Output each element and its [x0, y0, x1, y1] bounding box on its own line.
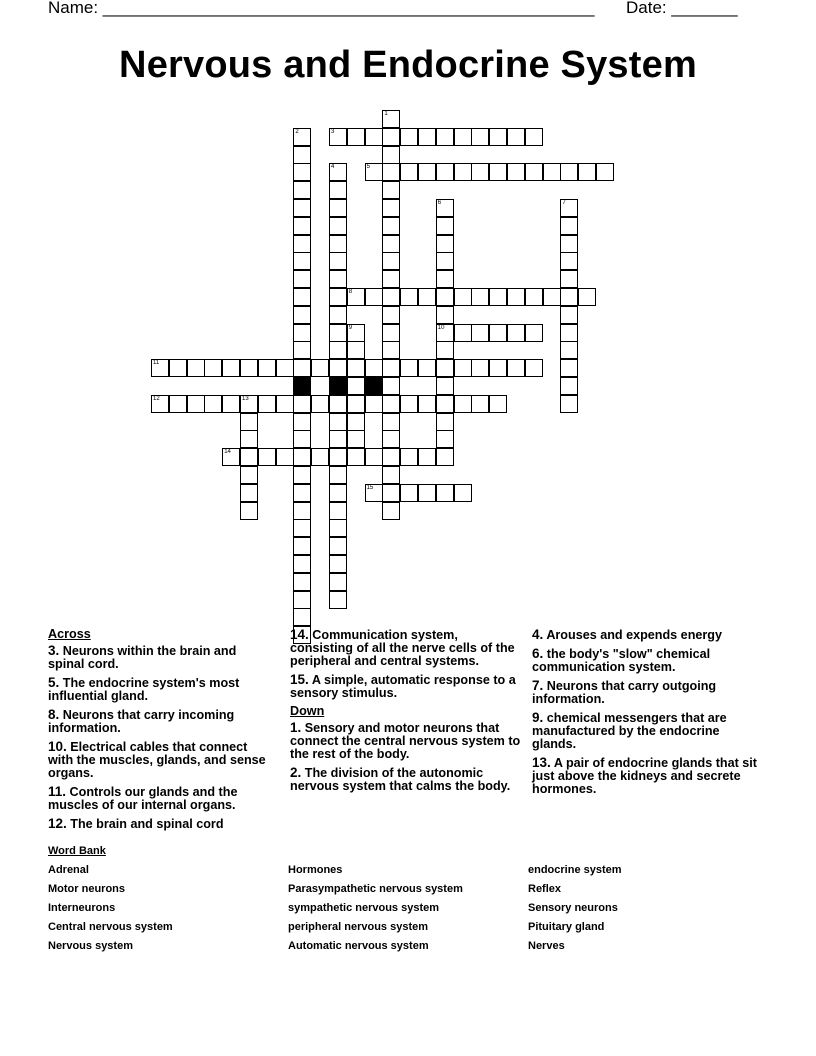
- crossword-cell[interactable]: [436, 448, 454, 466]
- crossword-cell[interactable]: [560, 377, 578, 395]
- word-bank-item: Interneurons: [48, 902, 116, 914]
- crossword-cell[interactable]: [293, 502, 311, 520]
- date-field[interactable]: Date: _______: [626, 0, 738, 17]
- clue-item: 9. chemical messengers that are manufactured by the endocrine glands.: [532, 710, 727, 751]
- crossword-cell[interactable]: [596, 163, 614, 181]
- crossword-cell[interactable]: [240, 430, 258, 448]
- clue-number: 11: [153, 360, 160, 367]
- crossword-cell[interactable]: [293, 341, 311, 359]
- clue-item: 4. Arouses and expends energy: [532, 627, 722, 642]
- crossword-cell[interactable]: [365, 163, 383, 181]
- crossword-cell[interactable]: [400, 448, 418, 466]
- crossword-cell[interactable]: [382, 128, 400, 146]
- crossword-cell[interactable]: [347, 128, 365, 146]
- clue-item: 7. Neurons that carry outgoing information.: [532, 678, 717, 706]
- crossword-cell[interactable]: [293, 306, 311, 324]
- crossword-cell[interactable]: [293, 484, 311, 502]
- crossword-cell[interactable]: [311, 395, 329, 413]
- crossword-cell[interactable]: [418, 395, 436, 413]
- crossword-cell[interactable]: [418, 359, 436, 377]
- crossword-cell[interactable]: [436, 430, 454, 448]
- crossword-cell[interactable]: [240, 395, 258, 413]
- clue-number: 14: [224, 449, 231, 456]
- clue-number: 7: [562, 200, 566, 206]
- crossword-cell[interactable]: [329, 591, 347, 609]
- blocked-cell: [293, 377, 311, 395]
- clue-item: 11. Controls our glands and the muscles of our internal organs.: [48, 784, 238, 812]
- clue-item: 12. The brain and spinal cord: [48, 816, 224, 831]
- crossword-cell[interactable]: [382, 359, 400, 377]
- crossword-cell[interactable]: [329, 484, 347, 502]
- clue-number: 3: [331, 128, 335, 135]
- crossword-cell[interactable]: [293, 537, 311, 555]
- crossword-cell[interactable]: [382, 181, 400, 199]
- crossword-cell[interactable]: [293, 591, 311, 609]
- crossword-cell[interactable]: [525, 163, 543, 181]
- crossword-cell[interactable]: [436, 128, 454, 146]
- crossword-cell[interactable]: [436, 306, 454, 324]
- crossword-cell[interactable]: [347, 341, 365, 359]
- crossword-cell[interactable]: [436, 395, 454, 413]
- crossword-cell[interactable]: [560, 288, 578, 306]
- crossword-cell[interactable]: [436, 288, 454, 306]
- crossword-cell[interactable]: [454, 288, 472, 306]
- clue-number: 2: [295, 128, 299, 135]
- crossword-cell[interactable]: [382, 163, 400, 181]
- crossword-cell[interactable]: [329, 359, 347, 377]
- clue-item: 8. Neurons that carry incoming information.: [48, 707, 235, 735]
- crossword-cell[interactable]: [543, 163, 561, 181]
- crossword-cell[interactable]: [329, 430, 347, 448]
- crossword-cell[interactable]: [436, 359, 454, 377]
- clue-item: 6. the body's "slow" chemical communication system.: [532, 646, 711, 674]
- crossword-cell[interactable]: [382, 430, 400, 448]
- crossword-cell[interactable]: [489, 288, 507, 306]
- clue-item: 3. Neurons within the brain and spinal cord.: [48, 643, 237, 671]
- crossword-cell[interactable]: [382, 306, 400, 324]
- crossword-cell[interactable]: [382, 217, 400, 235]
- clue-number: 13: [242, 395, 249, 402]
- clue-number: 4: [331, 164, 335, 171]
- word-bank-item: Reflex: [528, 883, 562, 895]
- crossword-cell[interactable]: [400, 288, 418, 306]
- crossword-cell[interactable]: [329, 270, 347, 288]
- crossword-cell[interactable]: [436, 217, 454, 235]
- crossword-cell[interactable]: [329, 448, 347, 466]
- crossword-cell[interactable]: [293, 466, 311, 484]
- crossword-cell[interactable]: [329, 235, 347, 253]
- crossword-cell[interactable]: [382, 146, 400, 164]
- crossword-cell[interactable]: [507, 288, 525, 306]
- crossword-cell[interactable]: [560, 217, 578, 235]
- crossword-cell[interactable]: [382, 110, 400, 128]
- clue-item: 5. The endocrine system's most influential gland.: [48, 675, 240, 703]
- crossword-cell[interactable]: [204, 395, 222, 413]
- crossword-cell[interactable]: [507, 324, 525, 342]
- crossword-cell[interactable]: [240, 502, 258, 520]
- name-field[interactable]: Name: ____________________________________________________: [48, 0, 595, 17]
- crossword-cell[interactable]: [489, 163, 507, 181]
- crossword-cell[interactable]: [293, 430, 311, 448]
- crossword-cell[interactable]: [329, 252, 347, 270]
- word-bank-item: peripheral nervous system: [288, 921, 429, 933]
- clue-number: 1: [384, 111, 388, 117]
- crossword-cell[interactable]: [293, 555, 311, 573]
- crossword-cell[interactable]: [418, 128, 436, 146]
- crossword-cell[interactable]: [400, 484, 418, 502]
- clue-number: 8: [348, 289, 353, 295]
- crossword-cell[interactable]: [293, 448, 311, 466]
- crossword-cell[interactable]: [222, 395, 240, 413]
- clue-number: 15: [366, 484, 374, 491]
- crossword-cell[interactable]: [329, 341, 347, 359]
- crossword-cell[interactable]: [329, 288, 347, 306]
- crossword-cell[interactable]: [382, 484, 400, 502]
- crossword-cell[interactable]: [347, 377, 365, 395]
- crossword-cell[interactable]: [560, 270, 578, 288]
- crossword-cell[interactable]: [454, 324, 472, 342]
- crossword-cell[interactable]: [560, 199, 578, 217]
- crossword-cell[interactable]: [365, 395, 383, 413]
- crossword-cell[interactable]: [560, 252, 578, 270]
- crossword-cell[interactable]: [293, 413, 311, 431]
- crossword-cell[interactable]: [240, 413, 258, 431]
- crossword-cell[interactable]: [436, 484, 454, 502]
- crossword-cell[interactable]: [382, 502, 400, 520]
- crossword-cell[interactable]: [400, 359, 418, 377]
- crossword-cell[interactable]: [293, 270, 311, 288]
- crossword-cell[interactable]: [329, 413, 347, 431]
- crossword-cell[interactable]: [329, 306, 347, 324]
- crossword-cell[interactable]: [560, 324, 578, 342]
- crossword-cell[interactable]: [293, 146, 311, 164]
- crossword-cell[interactable]: [365, 484, 383, 502]
- crossword-cell[interactable]: [454, 359, 472, 377]
- crossword-cell[interactable]: [560, 163, 578, 181]
- crossword-cell[interactable]: [400, 128, 418, 146]
- word-bank-title: Word Bank: [48, 845, 106, 857]
- crossword-cell[interactable]: [400, 163, 418, 181]
- page-title: Nervous and Endocrine System: [119, 44, 697, 86]
- crossword-cell[interactable]: [293, 288, 311, 306]
- crossword-cell[interactable]: [436, 163, 454, 181]
- crossword-cell[interactable]: [418, 448, 436, 466]
- word-bank-item: endocrine system: [528, 864, 622, 876]
- crossword-cell[interactable]: [471, 163, 489, 181]
- crossword-cell[interactable]: [329, 395, 347, 413]
- blocked-cell: [329, 377, 347, 395]
- clue-item: 14. Communication system, consisting of all the nerve cells of the peripheral and central systems.: [290, 627, 515, 668]
- clue-number: 6: [437, 200, 442, 206]
- crossword-cell[interactable]: [329, 181, 347, 199]
- crossword-cell[interactable]: [418, 288, 436, 306]
- crossword-cell[interactable]: [436, 199, 454, 217]
- crossword-cell[interactable]: [454, 484, 472, 502]
- crossword-cell[interactable]: [293, 324, 311, 342]
- crossword-cell[interactable]: [293, 199, 311, 217]
- crossword-cell[interactable]: [347, 324, 365, 342]
- crossword-cell[interactable]: [525, 359, 543, 377]
- crossword-cell[interactable]: [578, 163, 596, 181]
- crossword-cell[interactable]: [382, 324, 400, 342]
- crossword-cell[interactable]: [293, 235, 311, 253]
- crossword-cell[interactable]: [507, 128, 525, 146]
- crossword-cell[interactable]: [187, 359, 205, 377]
- word-bank-item: Central nervous system: [48, 921, 173, 933]
- crossword-cell[interactable]: [365, 128, 383, 146]
- crossword-cell[interactable]: [436, 324, 454, 342]
- crossword-cell[interactable]: [293, 252, 311, 270]
- crossword-cell[interactable]: [347, 448, 365, 466]
- crossword-cell[interactable]: [293, 359, 311, 377]
- clue-number: 12: [153, 395, 160, 402]
- crossword-cell[interactable]: [436, 341, 454, 359]
- crossword-cell[interactable]: [169, 395, 187, 413]
- clue-column-2: [290, 628, 522, 798]
- crossword-cell[interactable]: [329, 324, 347, 342]
- crossword-cell[interactable]: [329, 466, 347, 484]
- crossword-cell[interactable]: [258, 359, 276, 377]
- crossword-cell[interactable]: [293, 128, 311, 146]
- crossword-cell[interactable]: [436, 270, 454, 288]
- word-bank-item: Nervous system: [48, 940, 133, 952]
- clue-number: 9: [348, 324, 353, 331]
- crossword-cell[interactable]: [329, 217, 347, 235]
- down-heading: Down: [290, 704, 325, 718]
- crossword-cell[interactable]: [525, 288, 543, 306]
- crossword-cell[interactable]: [204, 359, 222, 377]
- crossword-cell[interactable]: [240, 448, 258, 466]
- clue-column-1: [48, 628, 276, 836]
- crossword-cell[interactable]: [543, 288, 561, 306]
- crossword-cell[interactable]: [489, 395, 507, 413]
- clue-item: 15. A simple, automatic response to a sensory stimulus.: [290, 672, 516, 700]
- crossword-cell[interactable]: [525, 324, 543, 342]
- crossword-cell[interactable]: [454, 163, 472, 181]
- crossword-cell[interactable]: [489, 359, 507, 377]
- crossword-cell[interactable]: [347, 395, 365, 413]
- crossword-cell[interactable]: [507, 163, 525, 181]
- blocked-cell: [365, 377, 383, 395]
- crossword-cell[interactable]: [418, 484, 436, 502]
- crossword-cell[interactable]: [578, 288, 596, 306]
- crossword-cell[interactable]: [240, 359, 258, 377]
- crossword-cell[interactable]: [382, 199, 400, 217]
- clue-number: 10: [437, 324, 445, 331]
- crossword-cell[interactable]: [329, 519, 347, 537]
- crossword-cell[interactable]: [560, 341, 578, 359]
- clue-item: 2. The division of the autonomic nervous system that calms the body.: [290, 765, 511, 793]
- crossword-cell[interactable]: [454, 128, 472, 146]
- crossword-cell[interactable]: [382, 413, 400, 431]
- crossword-cell[interactable]: [187, 395, 205, 413]
- crossword-cell[interactable]: [507, 359, 525, 377]
- word-bank-item: Motor neurons: [48, 883, 125, 895]
- clue-number: 5: [366, 164, 370, 171]
- crossword-cell[interactable]: [329, 537, 347, 555]
- crossword-cell[interactable]: [151, 395, 169, 413]
- crossword-cell[interactable]: [489, 324, 507, 342]
- crossword-cell[interactable]: [293, 608, 311, 626]
- crossword-cell[interactable]: [400, 395, 418, 413]
- crossword-cell[interactable]: [329, 163, 347, 181]
- crossword-cell[interactable]: [293, 181, 311, 199]
- crossword-cell[interactable]: [293, 395, 311, 413]
- crossword-cell[interactable]: [347, 413, 365, 431]
- crossword-cell[interactable]: [258, 395, 276, 413]
- crossword-cell[interactable]: [471, 359, 489, 377]
- crossword-cell[interactable]: [311, 359, 329, 377]
- crossword-cell[interactable]: [560, 359, 578, 377]
- crossword-cell[interactable]: [525, 128, 543, 146]
- crossword-cell[interactable]: [560, 235, 578, 253]
- crossword-cell[interactable]: [222, 448, 240, 466]
- word-bank-item: Sensory neurons: [528, 902, 618, 914]
- crossword-cell[interactable]: [382, 377, 400, 395]
- crossword-cell[interactable]: [418, 163, 436, 181]
- clue-item: 13. A pair of endocrine glands that sit just above the kidneys and secrete hormones.: [532, 755, 757, 796]
- crossword-cell[interactable]: [471, 288, 489, 306]
- crossword-cell[interactable]: [471, 324, 489, 342]
- crossword-cell[interactable]: [471, 128, 489, 146]
- crossword-cell[interactable]: [329, 128, 347, 146]
- word-bank-column-1: [48, 864, 173, 959]
- crossword-cell[interactable]: [347, 288, 365, 306]
- crossword-cell[interactable]: [489, 128, 507, 146]
- crossword-cell[interactable]: [382, 466, 400, 484]
- clue-column-3: [532, 628, 762, 801]
- crossword-cell[interactable]: [276, 448, 294, 466]
- crossword-cell[interactable]: [436, 235, 454, 253]
- crossword-cell[interactable]: [293, 519, 311, 537]
- crossword-cell[interactable]: [311, 448, 329, 466]
- crossword-cell[interactable]: [382, 341, 400, 359]
- crossword-cell[interactable]: [436, 252, 454, 270]
- crossword-cell[interactable]: [454, 395, 472, 413]
- word-bank-item: Hormones: [288, 864, 343, 876]
- crossword-cell[interactable]: [222, 359, 240, 377]
- crossword-cell[interactable]: [240, 466, 258, 484]
- crossword-cell[interactable]: [382, 270, 400, 288]
- word-bank-item: Pituitary gland: [528, 921, 605, 933]
- crossword-cell[interactable]: [471, 395, 489, 413]
- crossword-cell[interactable]: [276, 359, 294, 377]
- word-bank-item: Nerves: [528, 940, 565, 952]
- crossword-cell[interactable]: [382, 448, 400, 466]
- crossword-cell[interactable]: [365, 359, 383, 377]
- crossword-cell[interactable]: [276, 395, 294, 413]
- crossword-cell[interactable]: [382, 252, 400, 270]
- crossword-cell[interactable]: [382, 288, 400, 306]
- crossword-cell[interactable]: [436, 377, 454, 395]
- crossword-cell[interactable]: [240, 484, 258, 502]
- crossword-cell[interactable]: [329, 573, 347, 591]
- crossword-cell[interactable]: [560, 306, 578, 324]
- crossword-cell[interactable]: [347, 430, 365, 448]
- clue-item: 10. Electrical cables that connect with the muscles, glands, and sense organs.: [48, 739, 266, 780]
- crossword-cell[interactable]: [151, 359, 169, 377]
- crossword-cell[interactable]: [365, 288, 383, 306]
- crossword-cell[interactable]: [560, 395, 578, 413]
- crossword-cell[interactable]: [436, 413, 454, 431]
- crossword-cell[interactable]: [382, 395, 400, 413]
- crossword-cell[interactable]: [329, 199, 347, 217]
- crossword-cell[interactable]: [293, 573, 311, 591]
- crossword-cell[interactable]: [169, 359, 187, 377]
- crossword-cell[interactable]: [293, 217, 311, 235]
- clue-item: 1. Sensory and motor neurons that connect the central nervous system to the rest of the body.: [290, 720, 521, 761]
- crossword-cell[interactable]: [329, 502, 347, 520]
- crossword-cell[interactable]: [293, 163, 311, 181]
- across-heading: Across: [48, 627, 91, 641]
- word-bank-column-2: [288, 864, 463, 959]
- word-bank-item: Automatic nervous system: [288, 940, 429, 952]
- word-bank-item: sympathetic nervous system: [288, 902, 440, 914]
- word-bank-item: Parasympathetic nervous system: [288, 883, 463, 895]
- word-bank-column-3: [528, 864, 622, 959]
- crossword-cell[interactable]: [347, 359, 365, 377]
- crossword-cell[interactable]: [382, 235, 400, 253]
- crossword-cell[interactable]: [258, 448, 276, 466]
- word-bank-item: Adrenal: [48, 864, 89, 876]
- crossword-cell[interactable]: [329, 555, 347, 573]
- crossword-cell[interactable]: [365, 448, 383, 466]
